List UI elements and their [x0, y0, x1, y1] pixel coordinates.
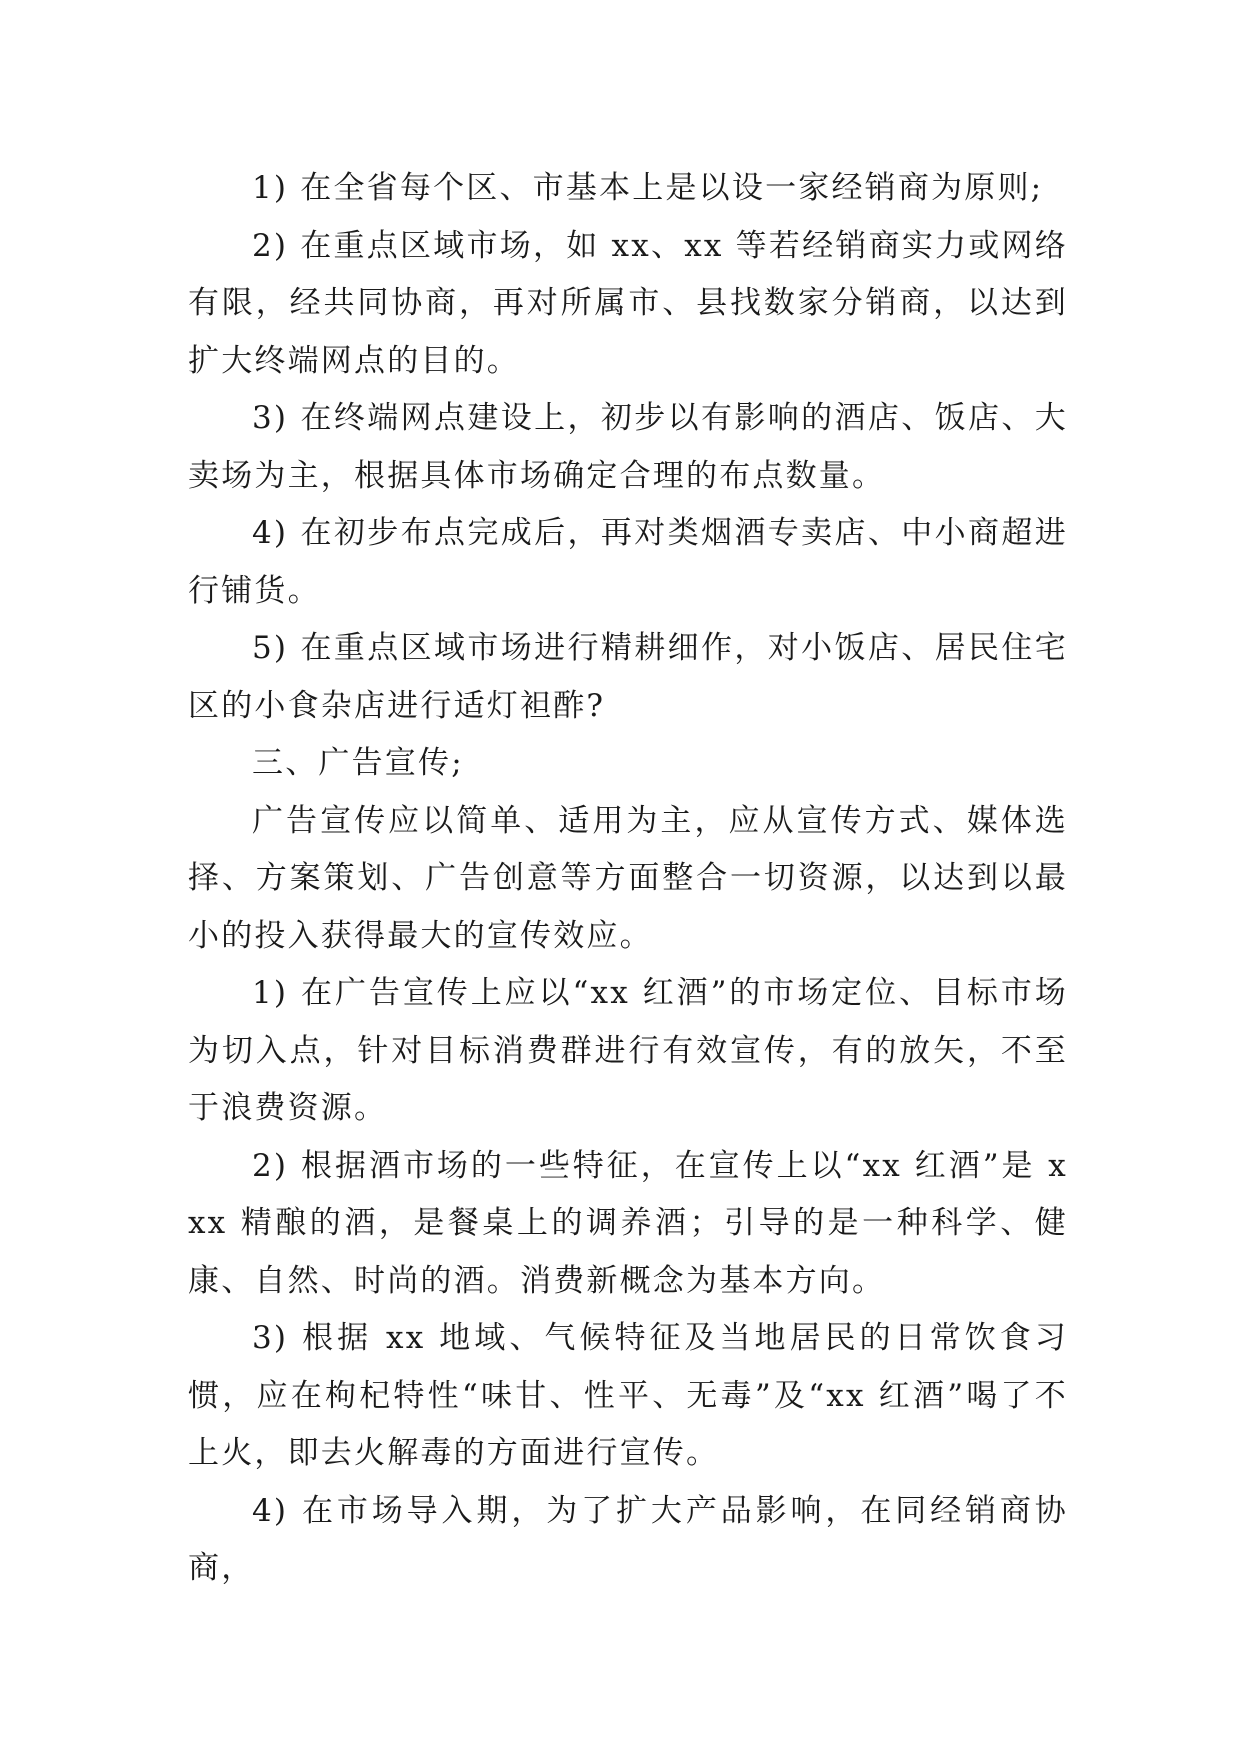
paragraph-8: 1) 在广告宣传上应以“xx 红酒”的市场定位、目标市场为切入点，针对目标消费群进行有效宣传，有的放矢，不至于浪费资源。 — [188, 975, 1068, 1126]
paragraph-1: 1) 在全省每个区、市基本上是以设一家经销商为原则; — [252, 170, 1044, 206]
paragraph-2: 2) 在重点区域市场，如 xx、xx 等若经销商实力或网络有限，经共同协商，再对所属市、县找数家分销商，以达到扩大终端网点的目的。 — [188, 227, 1068, 379]
paragraph-4: 4) 在初步布点完成后，再对类烟酒专卖店、中小商超进行铺货。 — [188, 515, 1068, 609]
paragraph-10: 3) 根据 xx 地域、气候特征及当地居民的日常饮食习惯，应在枸杞特性“味甘、性平、无毒”及“xx 红酒”喝了不上火，即去火解毒的方面进行宣传。 — [188, 1320, 1068, 1471]
paragraph-3: 3) 在终端网点建设上，初步以有影响的酒店、饭店、大卖场为主，根据具体市场确定合理的布点数量。 — [188, 400, 1068, 494]
paragraph-5: 5) 在重点区域市场进行精耕细作，对小饭店、居民住宅区的小食杂店进行适灯袒酢? — [188, 630, 1068, 724]
document-body — [188, 160, 1068, 1598]
paragraph-7: 广告宣传应以简单、适用为主，应从宣传方式、媒体选择、方案策划、广告创意等方面整合一切资源，以达到以最小的投入获得最大的宣传效应。 — [188, 802, 1068, 954]
paragraph-9: 2) 根据酒市场的一些特征，在宣传上以“xx 红酒”是 xxx 精酿的酒，是餐桌上的调养酒；引导的是一种科学、健康、自然、时尚的酒。消费新概念为基本方向。 — [188, 1147, 1068, 1299]
paragraph-11: 4) 在市场导入期，为了扩大产品影响，在同经销商协商， — [188, 1492, 1068, 1586]
section-heading: 三、广告宣传; — [252, 745, 464, 781]
